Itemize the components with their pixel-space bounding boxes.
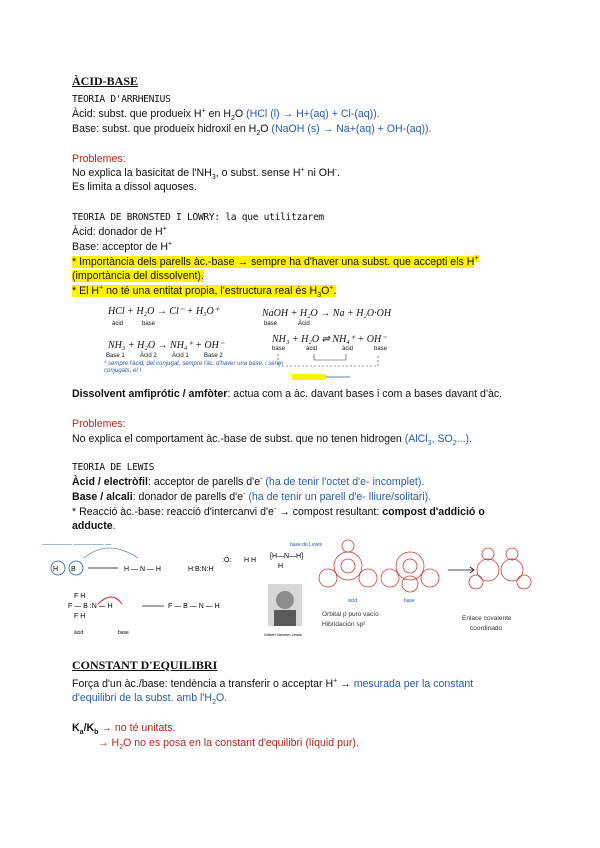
svg-text::Ö:: :Ö: bbox=[222, 557, 232, 564]
svg-text:[H—N—H]: [H—N—H] bbox=[270, 553, 304, 560]
arrhenius-acid-equation: (HCl (l) → H+(aq) + Cl-(aq)). bbox=[246, 108, 380, 120]
equation-naoh-water: NaOH + H₂O → Na + H₂O·OH bbox=[262, 308, 392, 319]
svg-text:H: H bbox=[278, 563, 284, 570]
bronsted-acid-definition: Àcid: donador de H+ bbox=[72, 225, 167, 238]
force-definition: Força d'un àc./base: tendència a transferir o acceptar H+ → mesurada per la constant bbox=[72, 677, 474, 690]
bronsted-note-2: * El H+ no té una entitat propia, l'estructura real és $H_3O^+$. bbox=[72, 284, 337, 300]
bronsted-note-1: * Importància dels parells àc.-base → sempre ha d'haver una subst. que accepti els H+ bbox=[72, 255, 479, 268]
heading-arrhenius: TEORIA D'ARRHENIUS bbox=[72, 94, 171, 105]
equation-nh3-equilibrium: NH₃ + H₂O ⇌ NH₄⁺ + OH⁻ bbox=[272, 334, 387, 345]
orbital-diagram bbox=[312, 540, 542, 640]
svg-text:H:B:N:H: H:B:N:H bbox=[188, 566, 214, 573]
svg-text:B: B bbox=[71, 566, 76, 573]
eq1-label-acid: àcid bbox=[112, 321, 124, 327]
lewis-dot-structures bbox=[220, 538, 322, 584]
arrhenius-problem-2: Es limita a dissol aquoses. bbox=[72, 181, 197, 193]
label-hibridacion: Hibridación sp² bbox=[322, 621, 366, 628]
equation-nh3-water: NH₃ + H₂O → NH₄⁺ + OH⁻ bbox=[108, 340, 225, 351]
bronsted-base-definition: Base: acceptor de H+ bbox=[72, 240, 173, 253]
section-title-acid-base: ÀCID-BASE bbox=[72, 74, 139, 88]
arrhenius-acid-definition: Àcid: subst. que produeix H+ en $H_2O$ (HCl (l) → H+(aq) + Cl-(aq)). bbox=[72, 107, 380, 123]
arrhenius-problems-label: Problemes: bbox=[72, 153, 126, 165]
eq2-label-acid2: Àcid 2 bbox=[140, 353, 157, 359]
label-enlace-2: coordinado bbox=[470, 625, 503, 632]
eq2-label-base2: Base 2 bbox=[204, 353, 223, 359]
eq3-label-acid: Àcid bbox=[298, 321, 310, 327]
arrhenius-base-equation: (NaOH (s) → Na+(aq) + OH-(aq)). bbox=[271, 123, 432, 135]
lewis-reaction-note-cont: adducte. bbox=[72, 520, 116, 532]
force-definition-cont: d'equilibri de la subst. amb $l'H_2O$. bbox=[72, 692, 228, 707]
equation-hcl-water: HCl + H₂O → Cl⁻ + H₃O⁺ bbox=[108, 306, 220, 317]
bronsted-problem-1: No explica el comportament àc.-base de subst. que no tenen hidrogen (AlCl$_3$, $SO_2$...). bbox=[72, 433, 473, 448]
eq4-label-acid: àcid bbox=[306, 346, 318, 352]
lewis-base-definition: Base / alcali: donador de parells d'e- (ha de tenir un parell d'e- lliure/solitari). bbox=[72, 490, 432, 503]
label-orbital-p: Orbital p puro vacío bbox=[322, 611, 379, 618]
label-lewis-photo: Gilbert Newton Lewis bbox=[264, 632, 302, 637]
eq1-label-base: base bbox=[142, 321, 156, 327]
section-title-constant-equilibri: CONSTANT D'EQUILIBRI bbox=[72, 658, 218, 672]
svg-text:————— ————— —: ————— ————— — bbox=[42, 542, 112, 548]
label-base-de-lewis: base de Lewis bbox=[290, 542, 322, 548]
svg-text:F — B — N — H: F — B — N — H bbox=[168, 603, 220, 610]
svg-text:F — B :N — H: F — B :N — H bbox=[68, 603, 113, 610]
eq4-label-acid2: àcid bbox=[342, 346, 354, 352]
eq4-label-base: base bbox=[272, 346, 286, 352]
label-acid-orbital: àcid bbox=[348, 598, 358, 604]
amphoteric-solvent-definition: Dissolvent amfiprótic / amfòter: actua com a àc. davant bases i com a bases davant d'àc. bbox=[72, 388, 503, 400]
svg-text:F H: F H bbox=[74, 613, 86, 620]
bronsted-problems-label: Problemes: bbox=[72, 418, 126, 430]
svg-text:F H: F H bbox=[74, 593, 86, 600]
svg-text:base: base bbox=[118, 630, 129, 636]
eq3-label-base: base bbox=[264, 321, 278, 327]
svg-text:àcid: àcid bbox=[74, 630, 84, 636]
eq2-label-base1: Base 1 bbox=[106, 353, 125, 359]
heading-bronsted-lowry: TEORIA DE BRONSTED I LOWRY: la que utilitzarem bbox=[72, 212, 324, 223]
heading-lewis: TEORIA DE LEWIS bbox=[72, 462, 155, 473]
lewis-portrait bbox=[262, 584, 308, 640]
ka-kb-note: $K_a/K_b$ → no té unitats. bbox=[72, 722, 176, 737]
label-base-orbital: base bbox=[404, 598, 415, 604]
handwritten-note: * sempre l'àcid, del conjugat, sempre l'àc. d'haver una base, i seran conjugats, el·l bbox=[104, 361, 284, 374]
water-note: → $H_2O$ no es posa en la constant d'equilibri (líquid pur). bbox=[98, 737, 359, 752]
arrhenius-problem-1: No explica la basicitat de $l'NH_3$, o subst. sense H+ ni OH-. bbox=[72, 166, 340, 182]
bronsted-note-1-cont: (importància del dissolvent). bbox=[72, 270, 204, 282]
svg-text:H: H bbox=[53, 566, 59, 573]
eq4-label-base2: base bbox=[374, 346, 388, 352]
lewis-reaction-note: * Reacció àc.-base: reacció d'intercanvi d'e- → compost resultant: compost d'addició o bbox=[72, 505, 485, 518]
arrhenius-base-definition: Base: subst. que produeix hidroxil en $H_2O$ (NaOH (s) → Na+(aq) + OH-(aq)). bbox=[72, 123, 432, 138]
label-enlace-1: Enlace covalente bbox=[462, 615, 512, 622]
lewis-acid-definition: Àcid / electròfil: acceptor de parells d'e- (ha de tenir l'octet d'e- incomplet). bbox=[72, 475, 425, 488]
eq2-label-acid1: Àcid 1 bbox=[172, 353, 189, 359]
svg-text:H — N — H: H — N — H bbox=[124, 566, 161, 573]
svg-text:H H: H H bbox=[244, 557, 257, 564]
